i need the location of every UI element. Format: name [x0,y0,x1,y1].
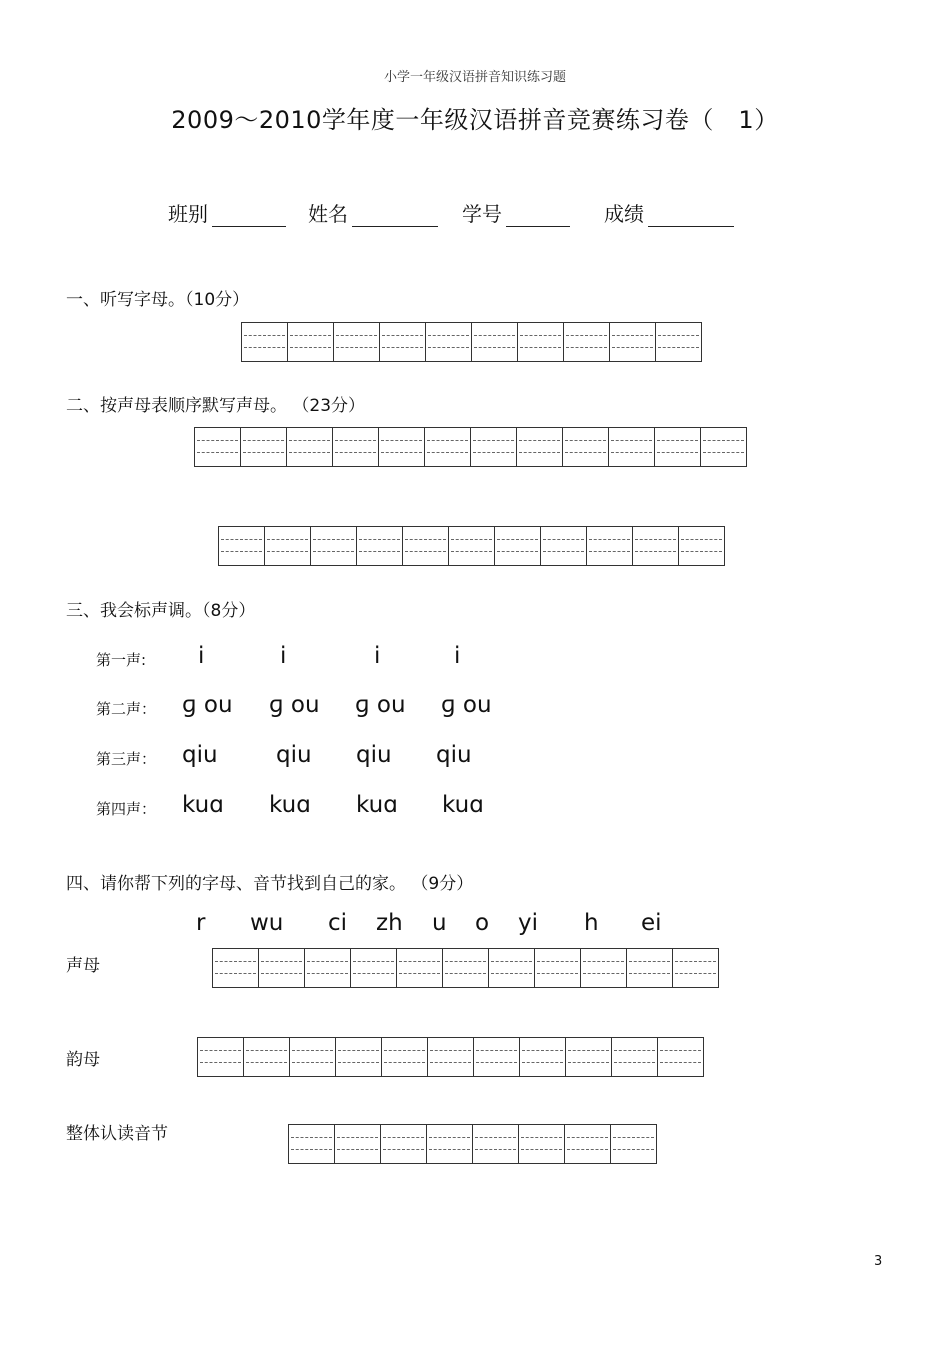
tone-1-label: 第一声: [96,651,147,669]
writing-cell[interactable] [563,428,609,466]
letter-item: wu [250,910,284,936]
tone-3-syllable: qiu [436,742,472,768]
writing-cell[interactable] [587,527,633,565]
tone-1-syllable: i [280,643,287,669]
writing-cell[interactable] [287,428,333,466]
writing-cell[interactable] [566,1038,612,1076]
shengmu-label: 声母 [66,956,100,976]
writing-cell[interactable] [633,527,679,565]
writing-cell[interactable] [609,428,655,466]
writing-cell[interactable] [334,323,380,361]
writing-cell[interactable] [403,527,449,565]
page-number: 3 [874,1254,883,1269]
writing-cell[interactable] [518,323,564,361]
writing-cell[interactable] [219,527,265,565]
class-blank[interactable] [212,204,286,227]
writing-cell[interactable] [472,323,518,361]
writing-cell[interactable] [541,527,587,565]
section-3-heading: 三、我会标声调。（8分） [66,601,256,621]
writing-cell[interactable] [517,428,563,466]
zhengti-label: 整体认读音节 [66,1124,168,1144]
tone-3-syllable: qiu [356,742,392,768]
letter-item: ci [328,910,348,936]
name-blank[interactable] [352,204,438,227]
writing-cell[interactable] [611,1125,657,1163]
section-2-heading: 二、按声母表顺序默写声母。 （23分） [66,396,366,416]
writing-cell[interactable] [701,428,747,466]
grid-yunmu-home[interactable] [197,1037,704,1077]
letter-item: o [475,910,490,936]
writing-cell[interactable] [471,428,517,466]
writing-cell[interactable] [335,1125,381,1163]
writing-cell[interactable] [449,527,495,565]
letter-item: zh [376,910,403,936]
score-label: 成绩 [604,202,644,226]
tone-3-syllable: qiu [182,742,218,768]
score-blank[interactable] [648,204,734,227]
writing-cell[interactable] [427,1125,473,1163]
grid-shengmu-row-2[interactable] [218,526,725,566]
tone-4-syllable: kuɑ [269,792,311,818]
writing-cell[interactable] [290,1038,336,1076]
grid-zhengti-home[interactable] [288,1124,657,1164]
grid-dictation[interactable] [241,322,702,362]
writing-cell[interactable] [198,1038,244,1076]
writing-cell[interactable] [381,1125,427,1163]
tone-2-syllable: ɡ ou [355,692,406,718]
writing-cell[interactable] [581,949,627,987]
writing-cell[interactable] [379,428,425,466]
writing-cell[interactable] [489,949,535,987]
student-info [168,198,734,227]
writing-cell[interactable] [333,428,379,466]
id-blank[interactable] [506,204,570,227]
letter-item: yi [518,910,539,936]
id-field [462,198,570,227]
writing-cell[interactable] [656,323,702,361]
writing-cell[interactable] [265,527,311,565]
writing-cell[interactable] [658,1038,704,1076]
writing-cell[interactable] [195,428,241,466]
writing-cell[interactable] [425,428,471,466]
writing-cell[interactable] [241,428,287,466]
class-field [168,198,286,227]
tone-1-syllable: i [198,643,205,669]
tone-4-label: 第四声： [96,800,157,818]
page-title: 2009～2010学年度一年级汉语拼音竞赛练习卷（ 1） [171,106,779,134]
writing-cell[interactable] [535,949,581,987]
writing-cell[interactable] [336,1038,382,1076]
writing-cell[interactable] [474,1038,520,1076]
writing-cell[interactable] [673,949,719,987]
writing-cell[interactable] [565,1125,611,1163]
class-label: 班别 [168,202,208,226]
writing-cell[interactable] [351,949,397,987]
writing-cell[interactable] [495,527,541,565]
writing-cell[interactable] [242,323,288,361]
writing-cell[interactable] [627,949,673,987]
writing-cell[interactable] [311,527,357,565]
writing-cell[interactable] [380,323,426,361]
section-4-heading: 四、请你帮下列的字母、音节找到自己的家。 （9分） [66,874,474,894]
writing-cell[interactable] [213,949,259,987]
writing-cell[interactable] [610,323,656,361]
tone-4-syllable: kuɑ [182,792,224,818]
tone-2-syllable: ɡ ou [269,692,320,718]
name-label: 姓名 [308,202,348,226]
writing-cell[interactable] [428,1038,474,1076]
writing-cell[interactable] [564,323,610,361]
tone-2-syllable: ɡ ou [182,692,233,718]
writing-cell[interactable] [288,323,334,361]
tone-4-syllable: kuɑ [442,792,484,818]
letter-item: h [584,910,599,936]
writing-cell[interactable] [426,323,472,361]
name-field [308,198,438,227]
writing-cell[interactable] [382,1038,428,1076]
writing-cell[interactable] [519,1125,565,1163]
letter-item: r [196,910,206,936]
tone-1-syllable: i [454,643,461,669]
score-field [604,198,734,227]
writing-cell[interactable] [612,1038,658,1076]
grid-shengmu-row-1[interactable] [194,427,747,467]
tone-1-syllable: i [374,643,381,669]
writing-cell[interactable] [443,949,489,987]
writing-cell[interactable] [473,1125,519,1163]
yunmu-label: 韵母 [66,1050,100,1070]
writing-cell[interactable] [357,527,403,565]
id-label: 学号 [462,202,502,226]
writing-cell[interactable] [397,949,443,987]
writing-cell[interactable] [244,1038,290,1076]
section-1-heading: 一、听写字母。（10分） [66,290,250,310]
tone-3-label: 第三声： [96,750,157,768]
writing-cell[interactable] [305,949,351,987]
tone-2-label: 第二声： [96,700,157,718]
letter-item: u [432,910,447,936]
letter-item: ei [641,910,662,936]
writing-cell[interactable] [655,428,701,466]
tone-3-syllable: qiu [276,742,312,768]
grid-shengmu-home[interactable] [212,948,719,988]
writing-cell[interactable] [289,1125,335,1163]
writing-cell[interactable] [520,1038,566,1076]
writing-cell[interactable] [679,527,725,565]
tone-2-syllable: ɡ ou [441,692,492,718]
page-header: 小学一年级汉语拼音知识练习题 [383,70,566,85]
writing-cell[interactable] [259,949,305,987]
tone-4-syllable: kuɑ [356,792,398,818]
